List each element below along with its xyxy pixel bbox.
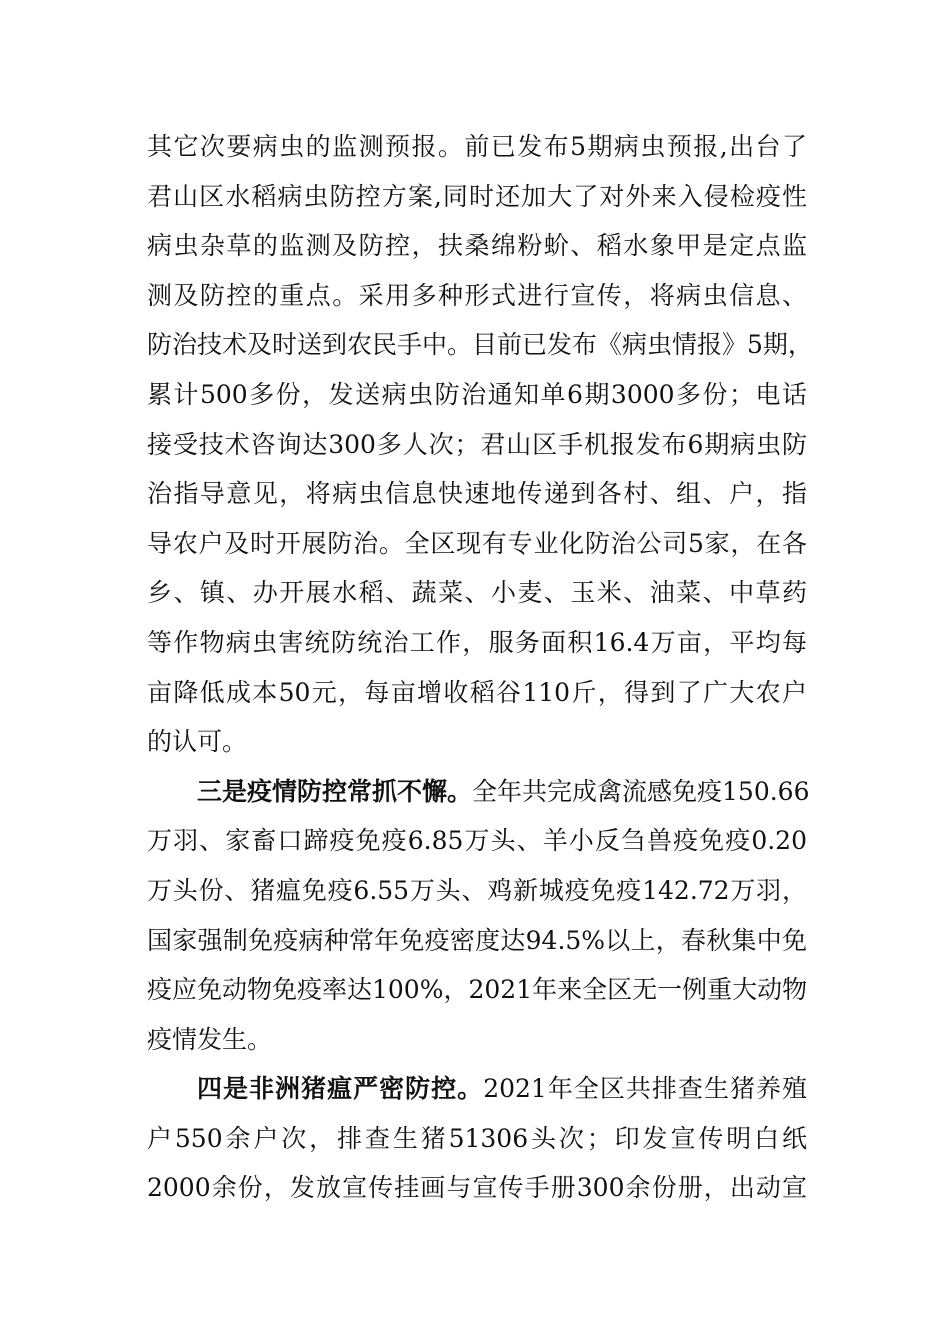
paragraph-1-line-7: 接受技术咨询达300多人次；君山区手机报发布6期病虫防 — [147, 429, 807, 459]
paragraph-3-lead: 四是非洲猪瘟严密防控。 — [197, 1074, 484, 1104]
paragraph-1-line-8: 治指导意见，将病虫信息快速地传递到各村、组、户，指 — [147, 479, 807, 509]
paragraph-1-line-3: 病虫杂草的监测及防控，扶桑绵粉蚧、稻水象甲是定点监 — [147, 231, 807, 261]
paragraph-2-line-4: 国家强制免疫病种常年免疫密度达94.5%以上，春秋集中免 — [147, 925, 807, 955]
paragraph-3-line-3: 2000余份，发放宣传挂画与宣传手册300余份册，出动宣 — [147, 1173, 807, 1203]
paragraph-3-line-1 — [147, 1064, 807, 1114]
paragraph-1-line-12: 亩降低成本50元，每亩增收稻谷110斤，得到了广大农户 — [147, 677, 807, 707]
paragraph-1-line-10: 乡、镇、办开展水稻、蔬菜、小麦、玉米、油菜、中草药 — [147, 578, 807, 608]
paragraph-1-line-4: 测及防控的重点。采用多种形式进行宣传，将病虫信息、 — [147, 280, 807, 310]
paragraph-2-line-5: 疫应免动物免疫率达100%，2021年来全区无一例重大动物 — [147, 975, 808, 1005]
paragraph-2-line-3: 万头份、猪瘟免疫6.55万头、鸡新城疫免疫142.72万羽， — [147, 875, 807, 905]
paragraph-3-first-rest: 2021年全区共排查生猪养殖 — [483, 1074, 807, 1104]
paragraph-1-line-6: 累计500多份，发送病虫防治通知单6期3000多份；电话 — [147, 379, 807, 409]
document-body — [147, 122, 813, 1213]
paragraph-1-line-13: 的认可。 — [147, 727, 248, 757]
paragraph-1-line-1: 其它次要病虫的监测预报。前已发布5期病虫预报,出台了 — [147, 132, 807, 161]
paragraph-2-line-1 — [147, 767, 810, 817]
paragraph-2-first-rest: 全年共完成禽流感免疫150.66 — [472, 776, 810, 806]
paragraph-2-line-6: 疫情发生。 — [147, 1024, 273, 1054]
paragraph-2-lead: 三是疫情防控常抓不懈。 — [197, 776, 473, 806]
paragraph-2-line-2: 万羽、家畜口蹄疫免疫6.85万头、羊小反刍兽疫免疫0.20 — [147, 826, 807, 856]
paragraph-1-line-9: 导农户及时开展防治。全区现有专业化防治公司5家，在各 — [147, 528, 807, 558]
paragraph-3-line-2: 户550余户次，排查生猪51306头次；印发宣传明白纸 — [147, 1123, 807, 1153]
paragraph-1-line-11: 等作物病虫害统防统治工作，服务面积16.4万亩，平均每 — [147, 627, 807, 657]
paragraph-1-line-2: 君山区水稻病虫防控方案,同时还加大了对外来入侵检疫性 — [147, 181, 807, 211]
paragraph-1-line-5: 防治技术及时送到农民手中。目前已发布《病虫情报》5期， — [147, 330, 813, 360]
